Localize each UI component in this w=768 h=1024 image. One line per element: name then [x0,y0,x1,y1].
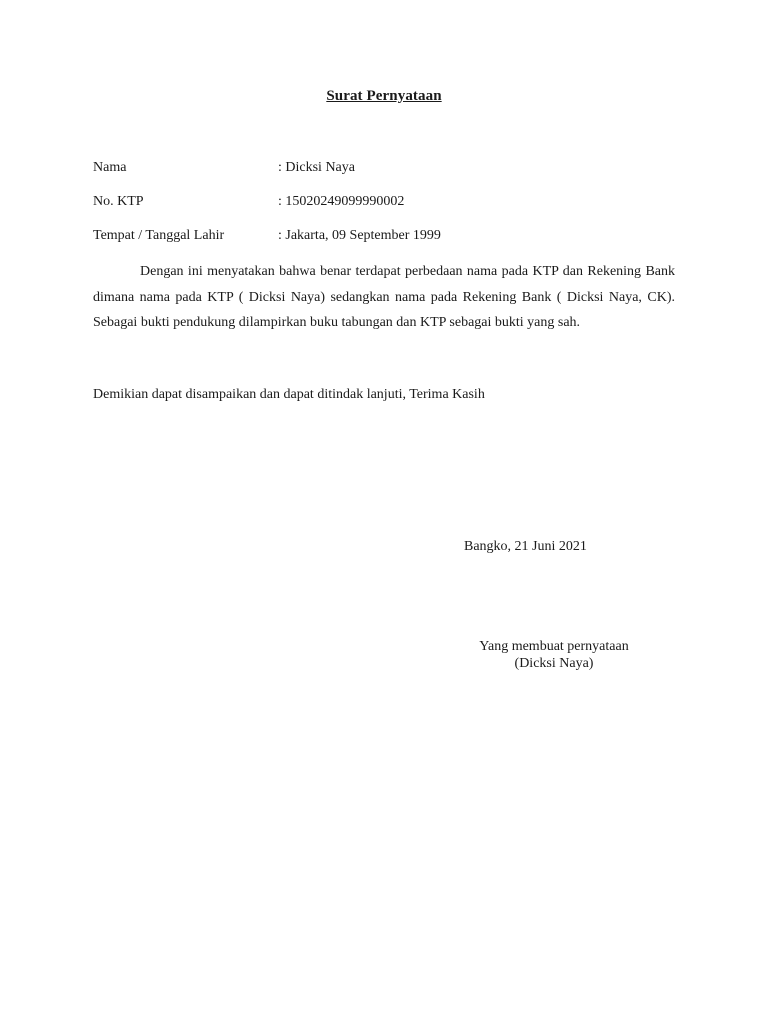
field-ktp [93,192,683,212]
document-title: Surat Pernyataan [326,88,442,104]
signature-block [462,638,646,672]
field-value-ttl: : Jakarta, 09 September 1999 [278,228,441,243]
field-value-ktp: : 15020249099990002 [278,194,405,209]
place-date: Bangko, 21 Juni 2021 [464,539,587,554]
statement-paragraph: Dengan ini menyatakan bahwa benar terdapat perbedaan nama pada KTP dan Rekening Bank dimana nama pada KTP ( Dicksi Naya) sedangkan nama pada Rekening Bank ( Dicksi Naya, CK). Sebagai bukti pendukung dilampirkan buku tabungan dan KTP sebagai bukti yang sah. [93,264,675,330]
closing-sentence: Demikian dapat disampaikan dan dapat ditindak lanjuti, Terima Kasih [93,387,485,402]
signer-role: Yang membuat pernyataan [479,639,629,654]
field-label-ttl: Tempat / Tanggal Lahir [93,228,225,243]
signer-name: (Dicksi Naya) [514,656,594,671]
field-label-nama: Nama [93,160,127,175]
field-nama [93,158,683,178]
field-ttl [93,226,683,246]
field-value-nama: : Dicksi Naya [278,160,355,175]
field-label-ktp: No. KTP [93,194,144,209]
